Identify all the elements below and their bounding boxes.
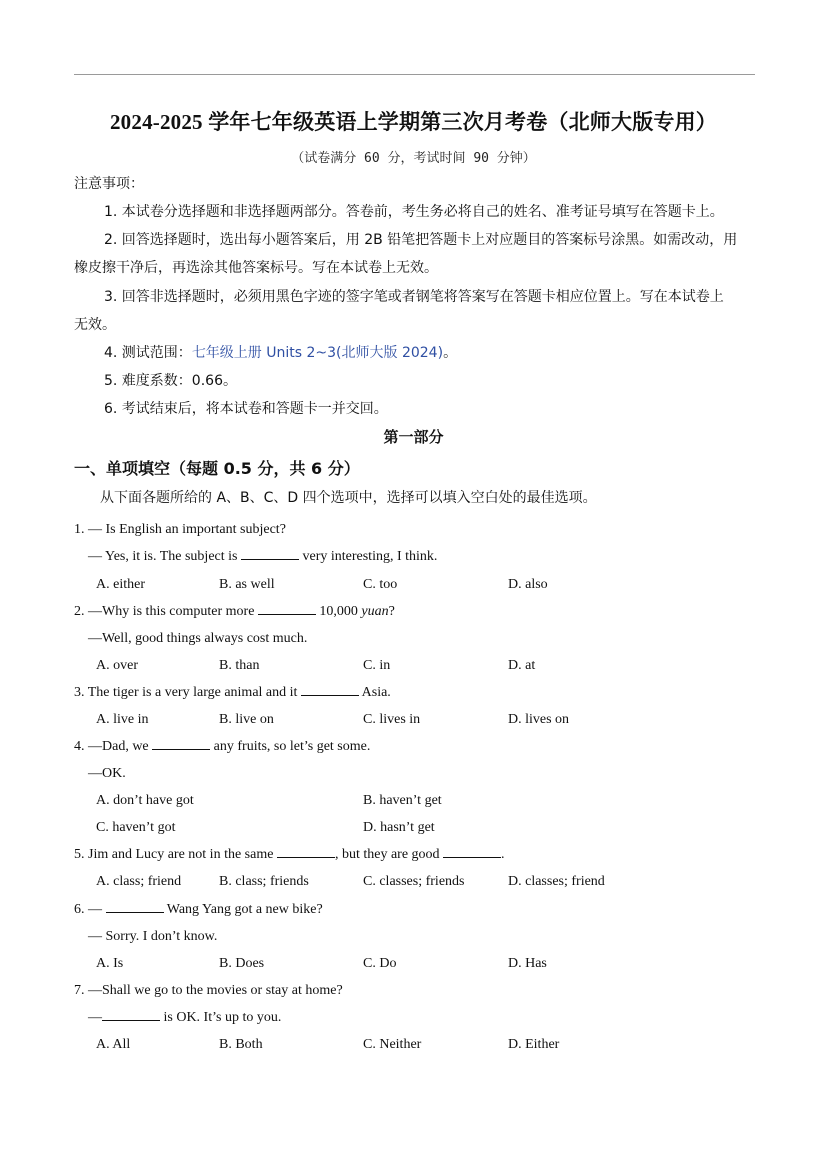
q2-stem-b: 10,000	[315, 604, 362, 619]
q7-reply-a: —	[88, 1010, 102, 1025]
q4-option-c: C. haven’t got	[96, 820, 176, 835]
q2-option-d: D. at	[508, 658, 536, 673]
q6-stem-a: 6. —	[74, 902, 106, 917]
q1-reply	[88, 547, 437, 567]
q6-option-a: A. Is	[96, 956, 124, 971]
note-2a: 2. 回答选择题时，选出每小题答案后，用 2B 铅笔把答题卡上对应题目的答案标号涂黑。如需改动，用	[104, 232, 738, 248]
q3-stem	[74, 683, 391, 703]
q5-stem-b: , but they are good	[334, 847, 444, 862]
part1-instruction: 从下面各题所给的 A、B、C、D 四个选项中，选择可以填入空白处的最佳选项。	[100, 490, 597, 506]
q4-option-a: A. don’t have got	[96, 793, 194, 808]
q3-option-c: C. lives in	[363, 712, 421, 727]
note-3a: 3. 回答非选择题时，必须用黑色字迹的签字笔或者钢笔将答案写在答题卡相应位置上。写在本试卷上	[104, 289, 724, 305]
q6-blank	[106, 900, 164, 913]
note-4-prefix: 4. 测试范围：	[104, 345, 192, 361]
q1-reply-b: very interesting, I think.	[298, 549, 438, 564]
q3-option-d: D. lives on	[508, 712, 570, 727]
q5-option-a: A. class; friend	[96, 874, 182, 889]
q7-option-a: A. All	[96, 1037, 131, 1052]
q6-option-b: B. Does	[219, 956, 265, 971]
q4-stem-a: 4. —Dad, we	[74, 739, 153, 754]
note-6: 6. 考试结束后，将本试卷和答题卡一并交回。	[104, 401, 388, 417]
q5-option-d: D. classes; friend	[508, 874, 605, 889]
q7-blank	[102, 1008, 160, 1021]
q6-option-d: D. Has	[508, 956, 547, 971]
q4-reply: —OK.	[88, 766, 126, 781]
q2-option-a: A. over	[96, 658, 138, 673]
q7-option-b: B. Both	[219, 1037, 263, 1052]
q7-option-c: C. Neither	[363, 1037, 422, 1052]
q2-option-c: C. in	[363, 658, 391, 673]
q1-option-c: C. too	[363, 577, 398, 592]
q7-stem: 7. —Shall we go to the movies or stay at home?	[74, 983, 343, 998]
q3-stem-a: 3. The tiger is a very large animal and it	[74, 685, 301, 700]
q4-blank	[152, 737, 210, 750]
q6-option-c: C. Do	[363, 956, 397, 971]
q1-option-a: A. either	[96, 577, 145, 592]
q7-reply	[88, 1008, 281, 1028]
q4-stem	[74, 737, 370, 757]
q3-blank	[301, 683, 359, 696]
note-2b: 橡皮擦干净后，再选涂其他答案标号。写在本试卷上无效。	[74, 260, 438, 276]
q3-option-b: B. live on	[219, 712, 274, 727]
part1-title: 一、单项填空（每题 0.5 分，共 6 分）	[74, 459, 360, 478]
q1-blank	[241, 547, 299, 560]
exam-subtitle: （试卷满分 60 分，考试时间 90 分钟）	[291, 151, 536, 166]
q5-blank-1	[277, 845, 335, 858]
page-title: 2024-2025 学年七年级英语上学期第三次月考卷（北师大版专用）	[109, 110, 718, 134]
q2-stem-d: ?	[388, 604, 395, 619]
test-range: 七年级上册 Units 2~3(北师大版 2024)	[191, 345, 444, 361]
q7-reply-b: is OK. It’s up to you.	[160, 1010, 282, 1025]
q4-stem-b: any fruits, so let’s get some.	[210, 739, 371, 754]
q2-reply: —Well, good things always cost much.	[88, 631, 308, 646]
q7-option-d: D. Either	[508, 1037, 560, 1052]
notes-heading: 注意事项：	[74, 176, 144, 192]
q5-blank-2	[443, 845, 501, 858]
section-title: 第一部分	[383, 428, 444, 446]
q1-option-b: B. as well	[219, 577, 275, 592]
q5-stem-c: .	[501, 847, 505, 862]
q6-stem	[74, 900, 323, 920]
q1-reply-a: — Yes, it is. The subject is	[88, 549, 241, 564]
q3-option-a: A. live in	[96, 712, 149, 727]
q5-option-b: B. class; friends	[219, 874, 309, 889]
q6-reply: — Sorry. I don’t know.	[88, 929, 218, 944]
q5-option-c: C. classes; friends	[363, 874, 465, 889]
q4-option-d: D. hasn’t get	[363, 820, 435, 835]
q1-stem: 1. — Is English an important subject?	[74, 522, 286, 537]
q5-stem	[74, 845, 505, 865]
q6-stem-b: Wang Yang got a new bike?	[163, 902, 323, 917]
note-4-suffix: 。	[443, 345, 458, 361]
header-rule	[74, 74, 755, 75]
note-1: 1. 本试卷分选择题和非选择题两部分。答卷前，考生务必将自己的姓名、准考证号填写在答题卡上。	[104, 204, 724, 220]
q1-option-d: D. also	[508, 577, 548, 592]
q2-option-b: B. than	[219, 658, 260, 673]
note-4	[104, 343, 457, 363]
q3-stem-b: Asia.	[358, 685, 391, 700]
q2-stem-a: 2. —Why is this computer more	[74, 604, 258, 619]
q4-option-b: B. haven’t get	[363, 793, 442, 808]
q2-stem	[74, 602, 395, 622]
q2-yuan: yuan	[361, 604, 389, 619]
note-3b: 无效。	[74, 317, 116, 333]
q5-stem-a: 5. Jim and Lucy are not in the same	[74, 847, 277, 862]
note-5: 5. 难度系数：0.66。	[104, 373, 237, 389]
q2-blank	[258, 602, 316, 615]
